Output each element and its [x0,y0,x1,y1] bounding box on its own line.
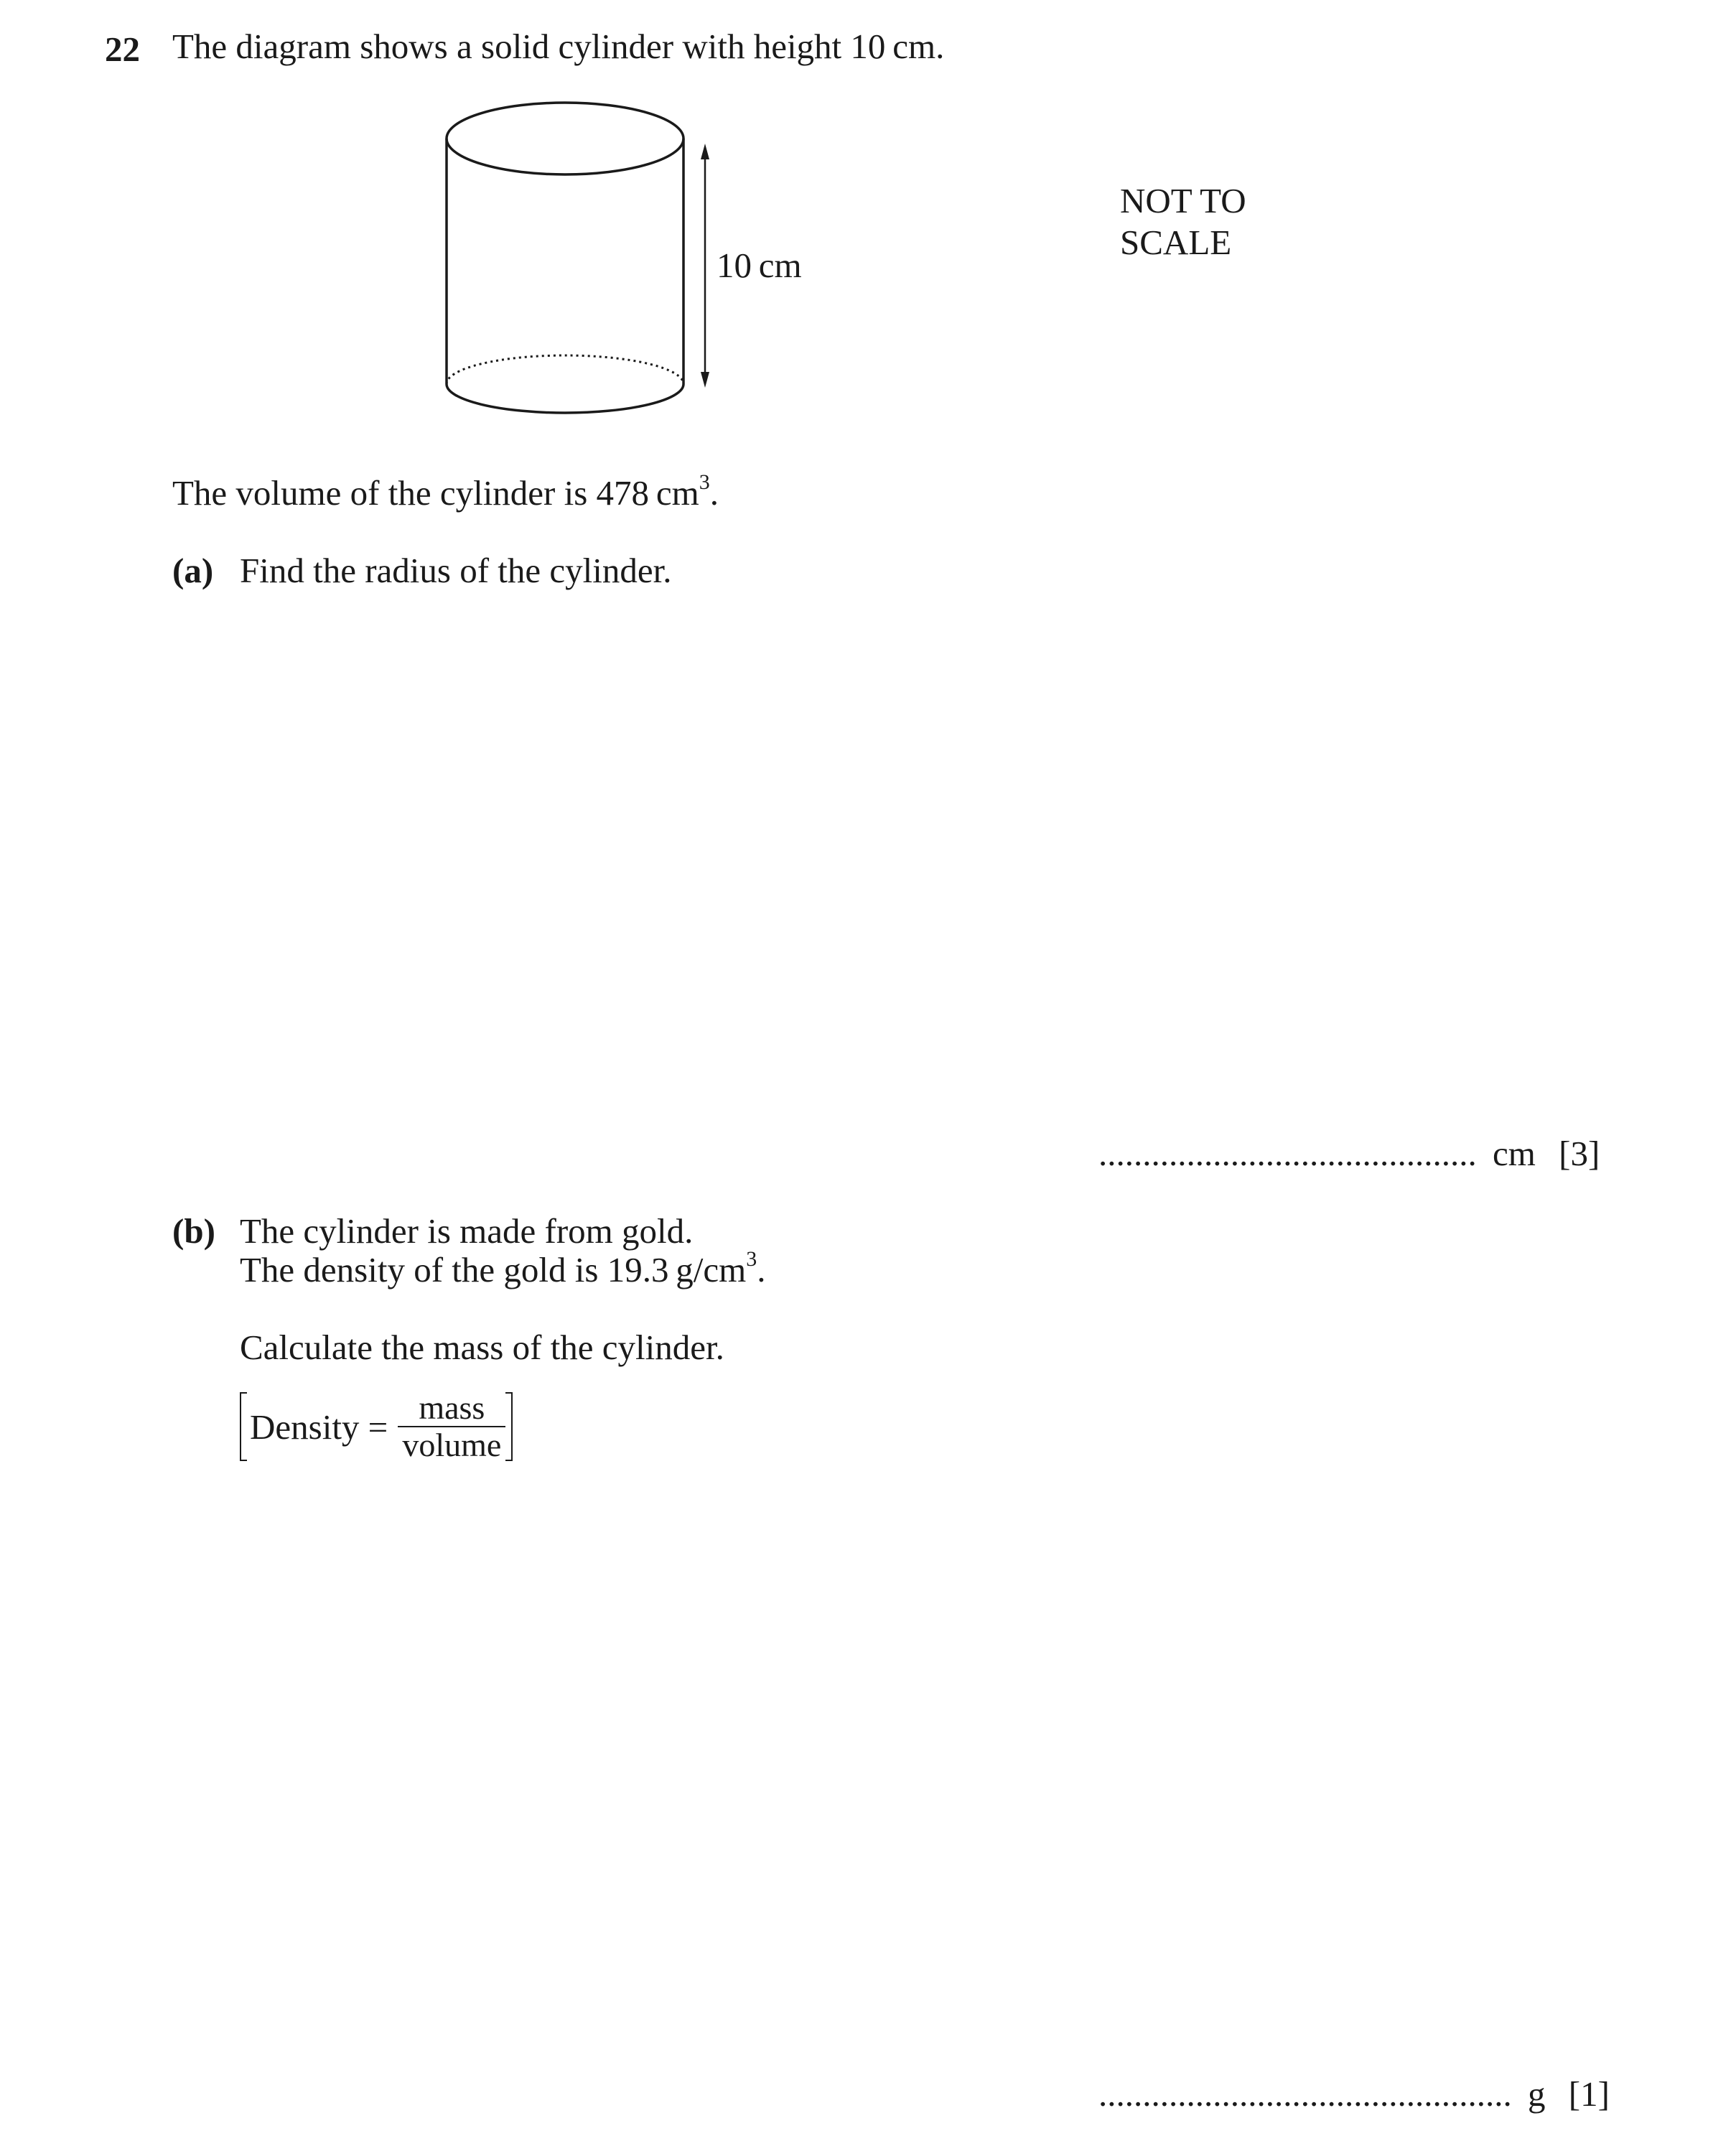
part-a-unit: cm [1493,1134,1536,1173]
formula-right-bracket [505,1392,513,1461]
formula-fraction [398,1390,505,1463]
part-b-line1: The cylinder is made from gold. [240,1211,694,1251]
part-b-unit: g [1528,2074,1546,2114]
cylinder-bottom-front-edge [447,384,683,413]
part-b-label: (b) [172,1211,215,1251]
formula-left-bracket [240,1392,247,1461]
part-b-marks: [1] [1568,2074,1610,2114]
part-a-label: (a) [172,551,214,590]
part-b-line2 [240,1247,766,1289]
volume-statement [172,470,719,513]
density-formula [240,1390,513,1463]
height-arrow-head-bottom [701,372,709,388]
part-b-answer-dots[interactable]: ............................................... [1098,2074,1512,2114]
density-end: . [757,1250,766,1289]
part-a-text: Find the radius of the cylinder. [240,551,672,590]
part-b-instruction: Calculate the mass of the cylinder. [240,1328,724,1367]
part-a-answer-line[interactable] [1098,1136,1600,1171]
cylinder-top-face [447,103,683,174]
part-a-answer-dots[interactable]: ........................................... [1098,1134,1477,1173]
height-arrow-head-top [701,144,709,159]
volume-end: . [709,473,719,513]
question-intro: The diagram shows a solid cylinder with height 10 cm. [172,27,945,66]
formula-denominator: volume [402,1427,502,1463]
formula-lhs: Density = [250,1407,388,1447]
not-to-scale-line1: NOT TO [1120,181,1246,220]
part-b-answer-line[interactable] [1098,2076,1610,2112]
volume-power: 3 [699,470,710,494]
density-text: The density of the gold is 19.3 g/cm [240,1250,747,1289]
density-power: 3 [746,1247,757,1271]
volume-text: The volume of the cylinder is 478 cm [172,473,699,513]
height-label: 10 cm [717,246,802,285]
cylinder-bottom-hidden-edge [447,355,683,384]
part-a-marks: [3] [1559,1134,1600,1173]
not-to-scale-line2: SCALE [1120,223,1232,262]
question-number: 22 [105,29,140,69]
formula-numerator: mass [419,1389,485,1426]
